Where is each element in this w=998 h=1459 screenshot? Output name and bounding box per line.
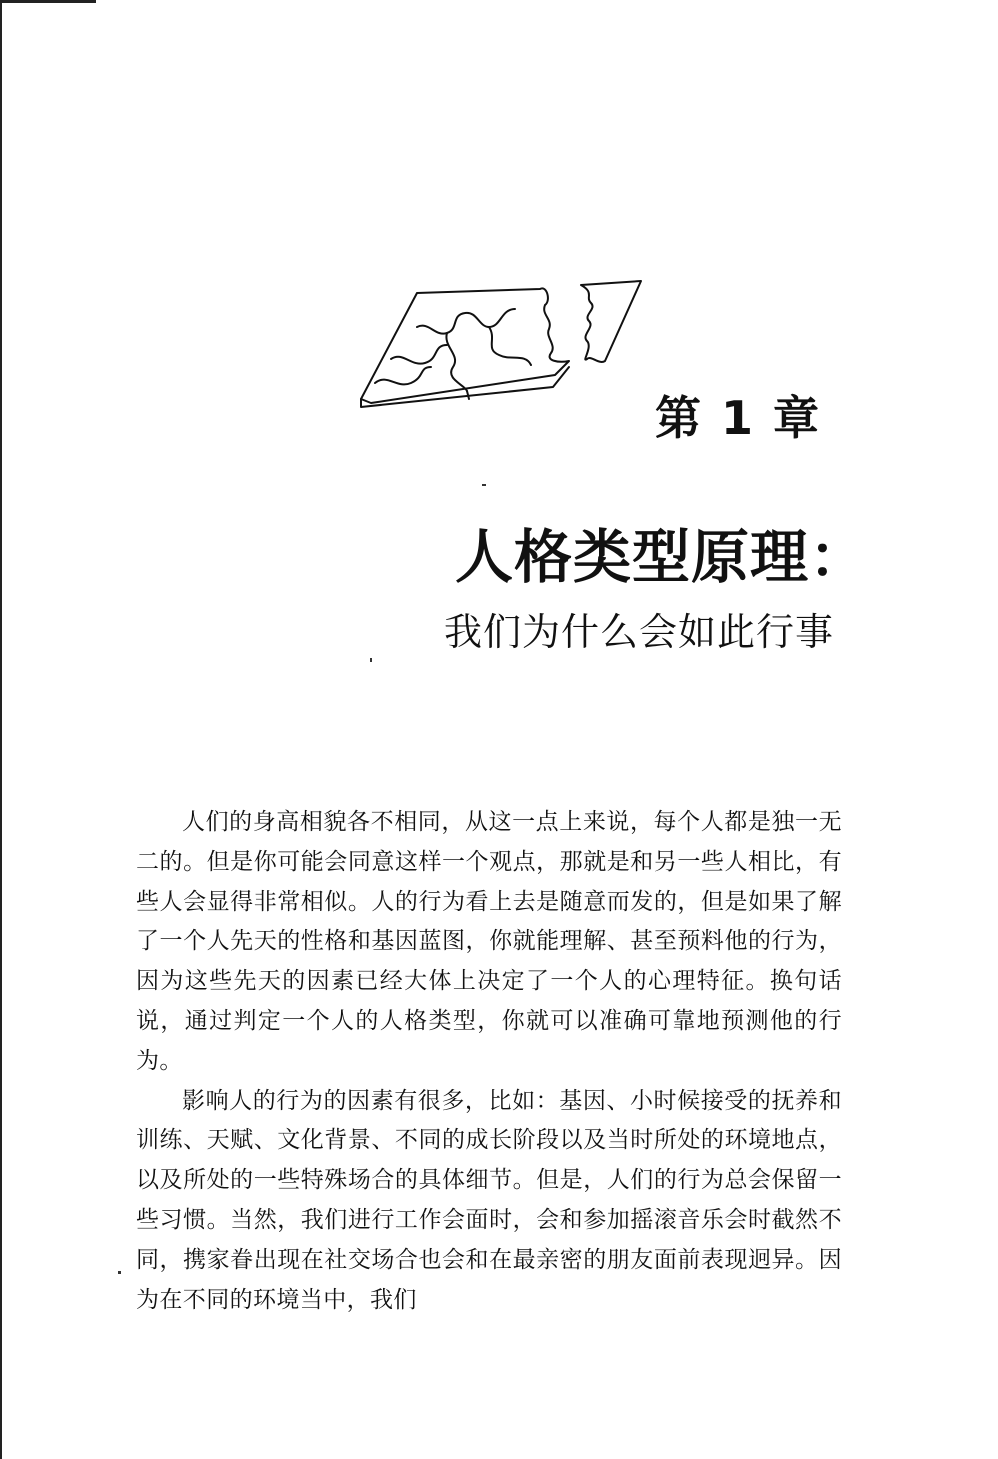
- puzzle-seam-3: [489, 327, 531, 365]
- scan-speck: [118, 1271, 121, 1274]
- jigsaw-puzzle-icon: [355, 275, 650, 415]
- puzzle-seam-4: [391, 345, 447, 364]
- puzzle-board-outline: [361, 288, 569, 403]
- puzzle-seam-2: [446, 333, 467, 391]
- body-text: [136, 803, 842, 1320]
- chapter-label: 第 1 章: [655, 391, 822, 445]
- scan-speck: [370, 658, 372, 662]
- chapter-subtitle: 我们为什么会如此行事: [444, 610, 835, 654]
- paragraph: 人们的身高相貌各不相同，从这一点上来说，每个人都是独一无二的。但是你可能会同意这样一个观点，那就是和另一些人相比，有些人会显得非常相似。人的行为看上去是随意而发的，但是如果了解了一个人先天的性格和基因蓝图，你就能理解、甚至预料他的行为，因为这些先天的因素已经大体上决定了一个人的心理特征。换句话说，通过判定一个人的人格类型，你就可以准确可靠地预测他的行为。: [136, 809, 842, 1074]
- puzzle-seam-1: [417, 309, 515, 334]
- scan-speck: [482, 484, 486, 486]
- scan-edge-left: [0, 0, 2, 1459]
- chapter-title: 人格类型原理：: [455, 523, 869, 591]
- paragraph: 影响人的行为的因素有很多，比如：基因、小时候接受的抚养和训练、天赋、文化背景、不同的成长阶段以及当时所处的环境地点，以及所处的一些特殊场合的具体细节。但是，人们的行为总会保留一些习惯。当然，我们进行工作会面时，会和参加摇滚音乐会时截然不同，携家眷出现在社交场合也会和在最亲密的朋友面前表现迥异。因为在不同的环境当中，我们: [136, 1087, 842, 1313]
- puzzle-board-edge-seam: [467, 391, 469, 399]
- puzzle-seam-5: [375, 367, 431, 384]
- puzzle-loose-piece: [581, 281, 641, 362]
- scan-edge-top: [0, 0, 96, 3]
